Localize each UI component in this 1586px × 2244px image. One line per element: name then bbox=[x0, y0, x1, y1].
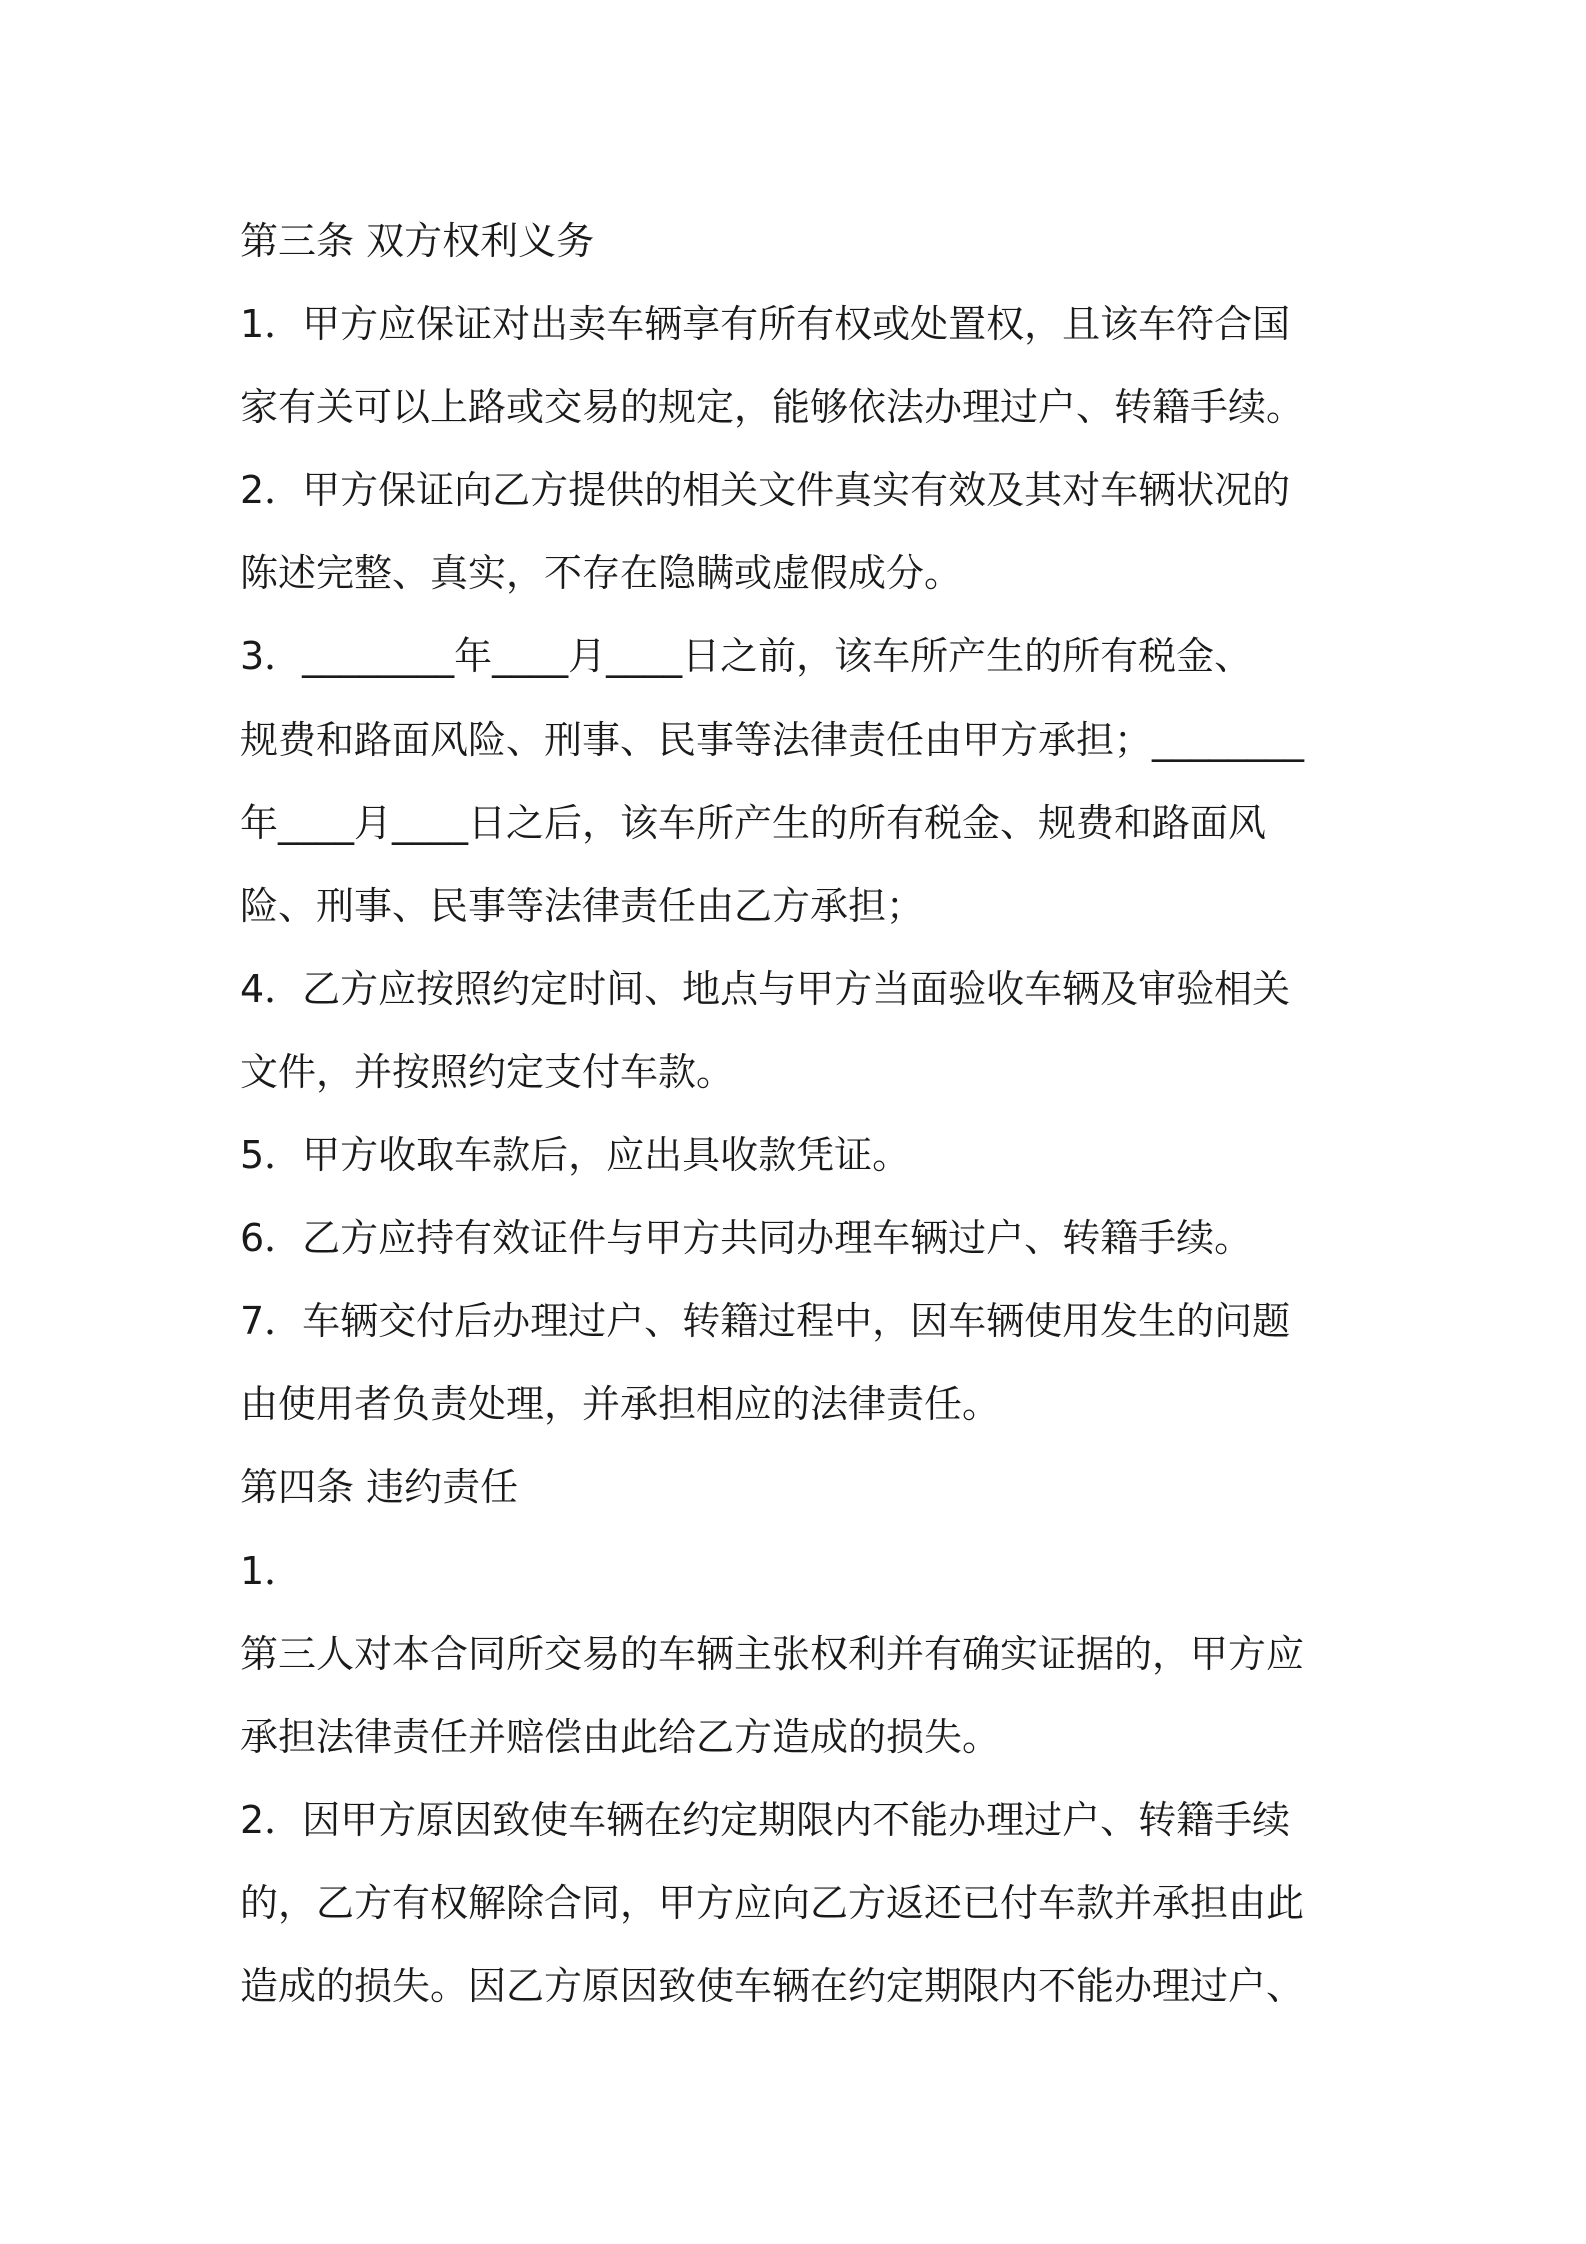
clause-3-item-6: 6．乙方应持有效证件与甲方共同办理车辆过户、转籍手续。 bbox=[240, 1216, 1253, 1261]
clause-3-item-2-line-2: 陈述完整、真实，不存在隐瞒或虚假成分。 bbox=[240, 551, 963, 596]
clause-3-item-3-line-3: 年____月____日之后，该车所产生的所有税金、规费和路面风 bbox=[240, 800, 1267, 845]
clause-3-item-4-line-2: 文件，并按照约定支付车款。 bbox=[240, 1049, 735, 1094]
document-body bbox=[240, 200, 1360, 2028]
clause-4-item-2-line-2: 的，乙方有权解除合同，甲方应向乙方返还已付车款并承担由此 bbox=[240, 1880, 1305, 1925]
clause-3-item-1-line-2: 家有关可以上路或交易的规定，能够依法办理过户、转籍手续。 bbox=[240, 385, 1305, 430]
clause-4-item-1-line-1: 第三人对本合同所交易的车辆主张权利并有确实证据的，甲方应 bbox=[240, 1631, 1305, 1676]
clause-4-item-2-line-1: 2．因甲方原因致使车辆在约定期限内不能办理过户、转籍手续 bbox=[240, 1797, 1291, 1842]
clause-4-item-1-line-2: 承担法律责任并赔偿由此给乙方造成的损失。 bbox=[240, 1714, 1001, 1759]
clause-3-item-5: 5．甲方收取车款后，应出具收款凭证。 bbox=[240, 1133, 911, 1178]
clause-3-item-7-line-1: 7．车辆交付后办理过户、转籍过程中，因车辆使用发生的问题 bbox=[240, 1299, 1291, 1344]
clause-3-item-3-line-2: 规费和路面风险、刑事、民事等法律责任由甲方承担；________ bbox=[240, 717, 1305, 762]
clause-3-item-7-line-2: 由使用者负责处理，并承担相应的法律责任。 bbox=[240, 1382, 1001, 1427]
clause-3-item-3-line-1: 3．________年____月____日之前，该车所产生的所有税金、 bbox=[240, 634, 1253, 679]
section-heading-rights-obligations: 第三条 双方权利义务 bbox=[240, 219, 595, 263]
clause-4-item-1-number: 1． bbox=[240, 1548, 303, 1593]
section-heading-breach-liability: 第四条 违约责任 bbox=[240, 1465, 519, 1510]
clause-3-item-2-line-1: 2．甲方保证向乙方提供的相关文件真实有效及其对车辆状况的 bbox=[240, 468, 1291, 513]
clause-4-item-2-line-3: 造成的损失。因乙方原因致使车辆在约定期限内不能办理过户、 bbox=[240, 1963, 1305, 2008]
clause-3-item-4-line-1: 4．乙方应按照约定时间、地点与甲方当面验收车辆及审验相关 bbox=[240, 966, 1291, 1011]
clause-3-item-1-line-1: 1．甲方应保证对出卖车辆享有所有权或处置权，且该车符合国 bbox=[240, 302, 1291, 347]
clause-3-item-3-line-4: 险、刑事、民事等法律责任由乙方承担； bbox=[240, 883, 925, 928]
